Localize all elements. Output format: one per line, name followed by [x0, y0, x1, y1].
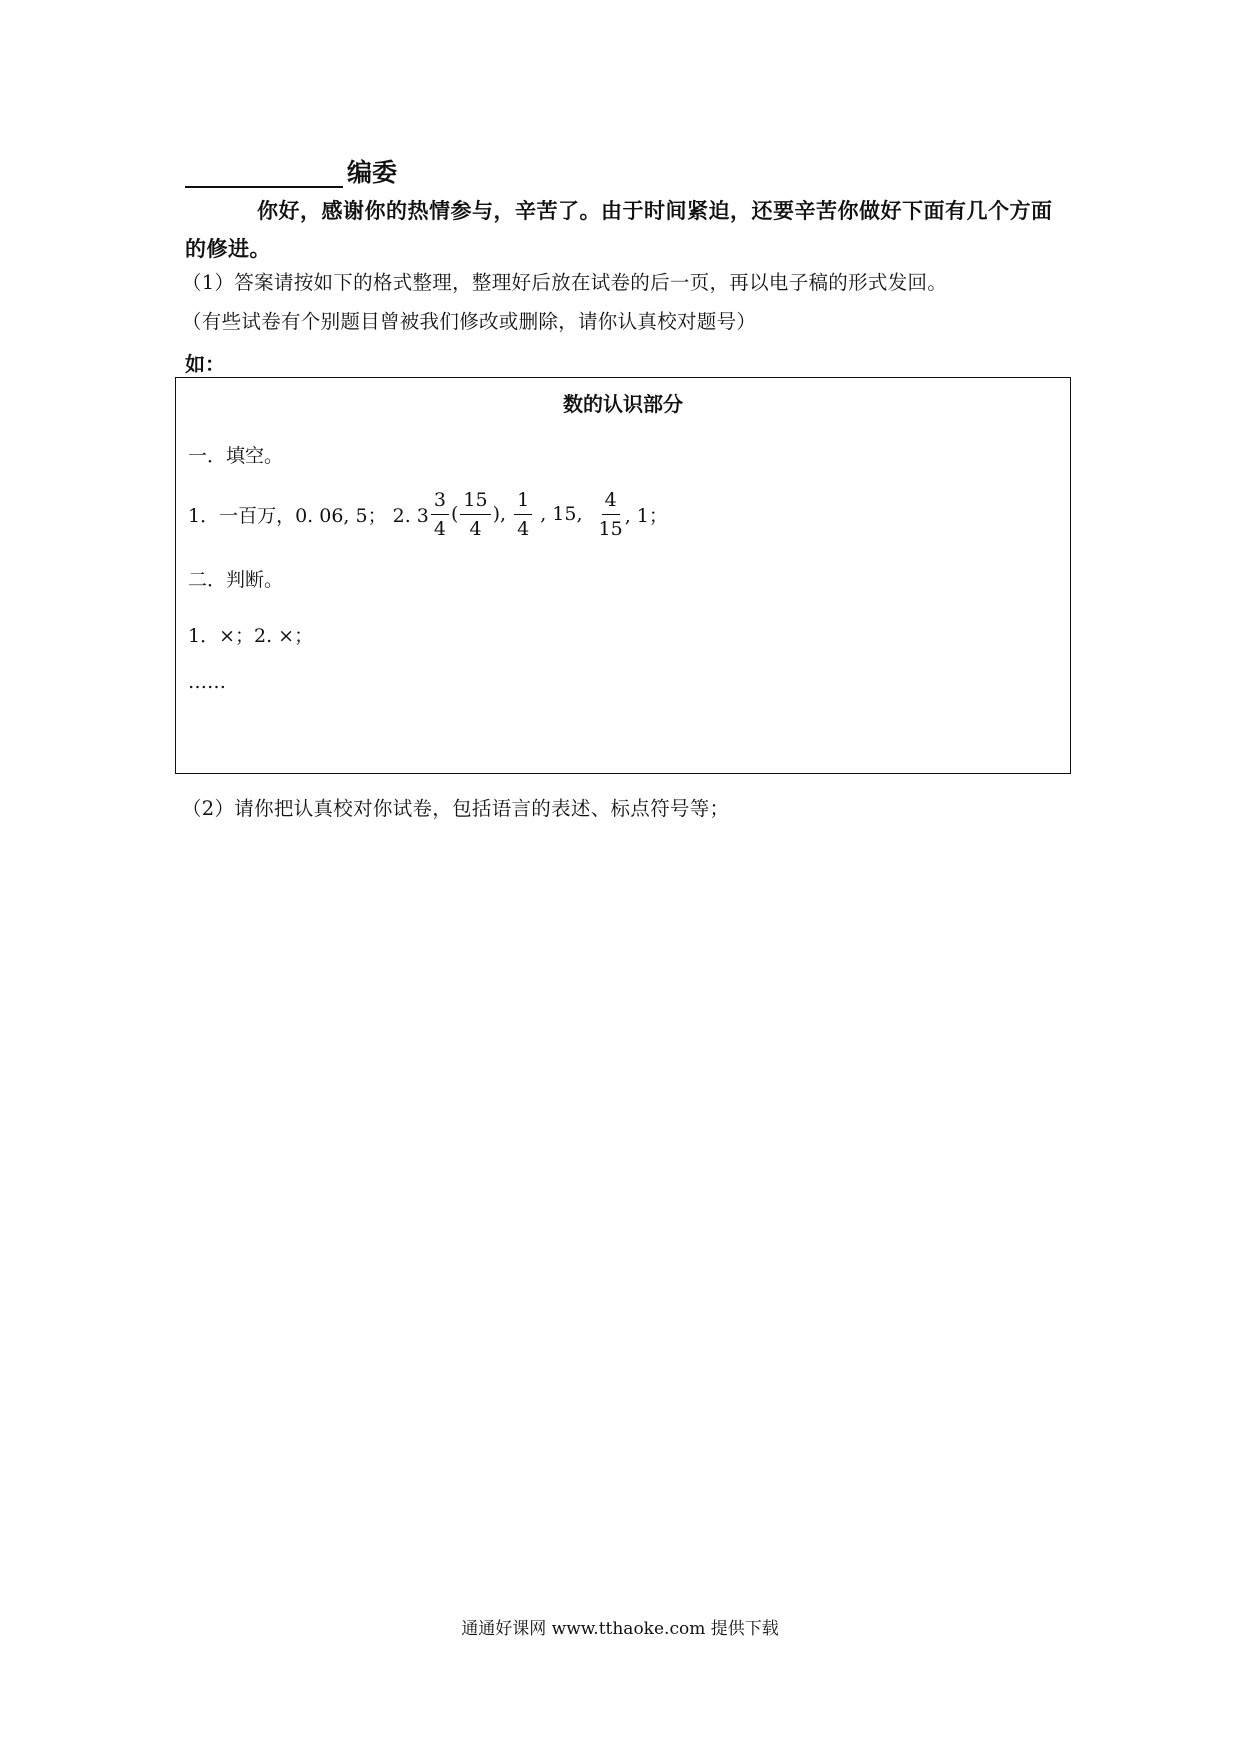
paren-close: ), — [492, 503, 507, 525]
fraction-3-4 — [431, 486, 449, 543]
fraction-denominator: 4 — [517, 517, 530, 540]
greeting-paragraph: 你好，感谢你的热情参与，辛苦了。由于时间紧迫，还要辛苦你做好下面有几个方面的修进。 — [185, 199, 1053, 261]
example-title: 数的认识部分 — [563, 392, 683, 416]
fraction-numerator: 3 — [431, 486, 449, 515]
fraction-4-15 — [599, 486, 623, 543]
answer-prefix: 1．一百万，0. 06, 5； 2. 3 — [188, 504, 429, 527]
answer-suffix: , 1； — [624, 504, 668, 527]
heading — [185, 150, 397, 188]
heading-title: 编委 — [347, 158, 398, 187]
fraction-1-4 — [514, 486, 532, 543]
example-label: 如： — [185, 352, 225, 376]
instruction-1: （1）答案请按如下的格式整理，整理好后放在试卷的后一页，再以电子稿的形式发回。 — [182, 271, 948, 294]
fraction-15-4 — [460, 486, 490, 543]
instruction-note: （有些试卷有个别题目曾被我们修改或删除，请你认真校对题号） — [182, 310, 757, 333]
answer-row-fill-blank — [188, 478, 668, 550]
section-judge: 二．判断。 — [188, 569, 284, 591]
answer-row-judge: 1．×；2. ×； — [188, 625, 314, 647]
answer-middle: , 15, — [534, 503, 589, 525]
name-blank-line — [185, 156, 343, 188]
paren-open: ( — [451, 503, 459, 525]
fraction-denominator: 15 — [598, 517, 623, 540]
fraction-numerator: 1 — [514, 486, 532, 515]
ellipsis: …… — [188, 671, 226, 693]
fraction-denominator: 4 — [433, 517, 446, 540]
fraction-denominator: 4 — [469, 517, 482, 540]
section-fill-blank: 一．填空。 — [188, 445, 284, 467]
fraction-numerator: 15 — [460, 486, 490, 515]
example-box — [175, 377, 1071, 774]
footer-source: 通通好课网 www.tthaoke.com 提供下载 — [461, 1619, 779, 1639]
instruction-2: （2）请你把认真校对你试卷，包括语言的表述、标点符号等； — [182, 797, 730, 820]
fraction-numerator: 4 — [602, 486, 620, 515]
